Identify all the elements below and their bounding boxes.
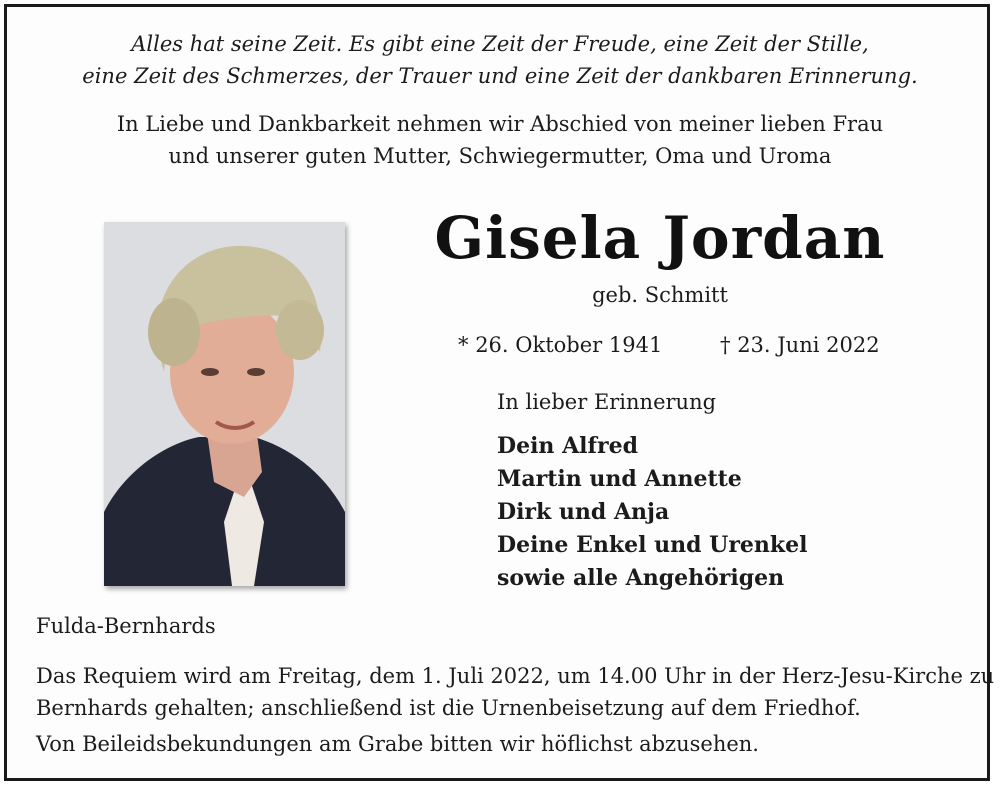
maiden-name: geb. Schmitt	[592, 283, 728, 307]
death-cross-icon: †	[720, 333, 731, 357]
mourner-name: Dein Alfred	[497, 433, 638, 459]
portrait-photo	[104, 222, 345, 586]
mourner-list	[497, 430, 808, 595]
portrait-illustration	[104, 222, 345, 586]
motto-line-1: Alles hat seine Zeit. Es gibt eine Zeit der Freude, eine Zeit der Stille,	[131, 32, 869, 56]
place-name: Fulda-Bernhards	[36, 614, 216, 638]
requiem-line-2: Bernhards gehalten; anschließend ist die Urnenbeisetzung auf dem Friedhof.	[36, 696, 861, 720]
intro-line-2: und unserer guten Mutter, Schwiegermutter, Oma und Uroma	[168, 144, 832, 168]
intro-line-1: In Liebe und Dankbarkeit nehmen wir Abschied von meiner lieben Frau	[116, 112, 884, 136]
intro-text	[0, 108, 1000, 172]
mourner-name: Deine Enkel und Urenkel	[497, 532, 808, 558]
birth-date-text: 26. Oktober 1941	[475, 333, 663, 357]
mourner-name: sowie alle Angehörigen	[497, 565, 785, 591]
motto-line-2: eine Zeit des Schmerzes, der Trauer und eine Zeit der dankbaren Erinnerung.	[82, 64, 918, 88]
requiem-notice	[36, 660, 995, 724]
death-date-text: 23. Juni 2022	[737, 333, 880, 357]
mourner-name: Dirk und Anja	[497, 499, 670, 525]
motto-verse	[0, 28, 1000, 92]
death-date	[720, 333, 880, 357]
deceased-name: Gisela Jordan	[434, 204, 886, 272]
birth-date	[458, 333, 662, 357]
mourner-name: Martin und Annette	[497, 466, 742, 492]
requiem-line-1: Das Requiem wird am Freitag, dem 1. Juli 2022, um 14.00 Uhr in der Herz-Jesu-Kirche zu	[36, 664, 995, 688]
condolence-note: Von Beileidsbekundungen am Grabe bitten wir höflichst abzusehen.	[36, 732, 759, 756]
birth-star-icon: *	[458, 333, 469, 357]
memory-heading: In lieber Erinnerung	[497, 390, 717, 414]
